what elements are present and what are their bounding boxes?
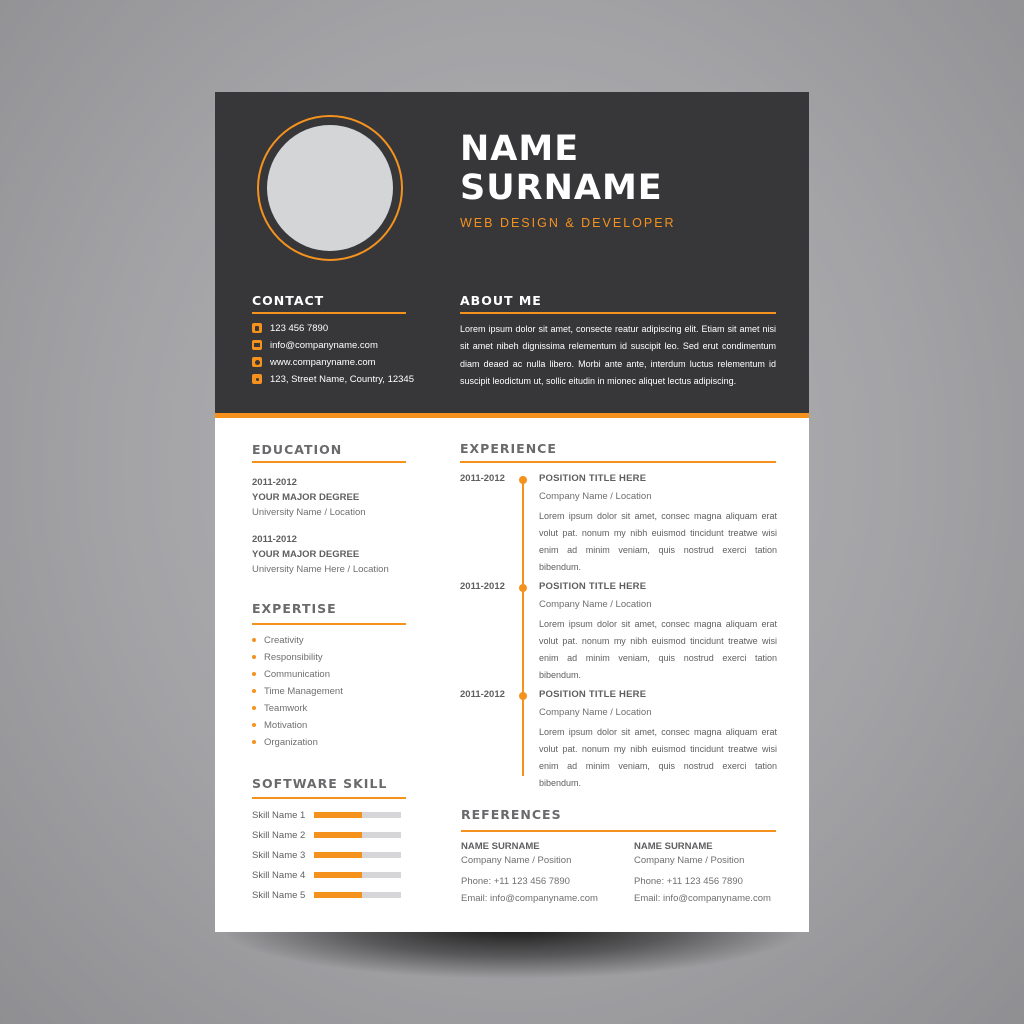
- reference-name: NAME SURNAME: [634, 841, 713, 852]
- timeline-dot: [519, 584, 527, 592]
- first-name: NAME: [460, 129, 580, 169]
- experience-title: EXPERIENCE: [460, 441, 557, 456]
- education-title: EDUCATION: [252, 442, 343, 457]
- job-years: 2011-2012: [460, 581, 505, 592]
- contact-email: info@companyname.com: [270, 339, 378, 351]
- job-description: Lorem ipsum dolor sit amet, consec magna aliquam erat volut pat. nonum my nibh euismod tincidunt treatwe wisi enim ad minim veniam, quis nostrud exerci tation bibendum.: [539, 727, 777, 788]
- skill-bar-fill: [314, 852, 362, 858]
- skill-bar-fill: [314, 812, 362, 818]
- reference-company: Company Name / Position: [634, 855, 745, 866]
- job-company: Company Name / Location: [539, 599, 652, 610]
- expertise-title: EXPERTISE: [252, 601, 337, 616]
- reference-item: [461, 841, 598, 904]
- education-item: [252, 534, 389, 575]
- resume-header: [215, 92, 809, 413]
- skill-name: Skill Name 2: [252, 829, 306, 841]
- skill-bar-fill: [314, 872, 362, 878]
- list-item: Communication: [252, 667, 330, 681]
- bullet-dot: [252, 672, 256, 676]
- education-university: University Name Here / Location: [252, 564, 389, 575]
- bullet-dot: [252, 689, 256, 693]
- education-years: 2011-2012: [252, 477, 297, 488]
- reference-phone: Phone: +11 123 456 7890: [634, 876, 743, 887]
- skill-bar: [314, 872, 401, 878]
- job-position: POSITION TITLE HERE: [539, 473, 647, 484]
- skill-name: Skill Name 5: [252, 889, 306, 901]
- contact-title: CONTACT: [252, 293, 325, 308]
- experience-timeline: [522, 476, 524, 776]
- experience-divider: [460, 461, 776, 463]
- contact-item-address: [252, 372, 414, 386]
- skill-bar: [314, 832, 401, 838]
- job-description: Lorem ipsum dolor sit amet, consec magna aliquam erat volut pat. nonum my nibh euismod tincidunt treatwe wisi enim ad minim veniam, quis nostrud exerci tation bibendum.: [539, 619, 777, 680]
- education-divider: [252, 461, 406, 463]
- education-item: [252, 477, 366, 518]
- contact-item-email: [252, 338, 378, 352]
- skill-name: Skill Name 3: [252, 849, 306, 861]
- reference-item: [634, 841, 771, 904]
- full-name: [460, 130, 663, 208]
- phone-icon: [252, 323, 262, 333]
- job-position: POSITION TITLE HERE: [539, 689, 647, 700]
- list-item: Creativity: [252, 633, 304, 647]
- skill-bar: [314, 892, 401, 898]
- education-degree: YOUR MAJOR DEGREE: [252, 549, 360, 560]
- reference-name: NAME SURNAME: [461, 841, 540, 852]
- bullet-dot: [252, 740, 256, 744]
- job-position: POSITION TITLE HERE: [539, 581, 647, 592]
- skill-row: [252, 889, 401, 901]
- last-name: SURNAME: [460, 168, 663, 208]
- reference-email: Email: info@companyname.com: [461, 893, 598, 904]
- list-item: Organization: [252, 735, 318, 749]
- list-item: Time Management: [252, 684, 343, 698]
- resume-page: [215, 92, 809, 932]
- list-item: Teamwork: [252, 701, 307, 715]
- job-company: Company Name / Location: [539, 707, 652, 718]
- contact-divider: [252, 312, 406, 314]
- contact-item-phone: [252, 321, 328, 335]
- expertise-divider: [252, 623, 406, 625]
- contact-address: 123, Street Name, Country, 12345: [270, 373, 414, 385]
- about-title: ABOUT ME: [460, 293, 542, 308]
- reference-company: Company Name / Position: [461, 855, 572, 866]
- education-years: 2011-2012: [252, 534, 297, 545]
- profile-photo-placeholder: [267, 125, 393, 251]
- about-divider: [460, 312, 776, 314]
- skill-bar-fill: [314, 832, 362, 838]
- timeline-dot: [519, 692, 527, 700]
- bullet-dot: [252, 706, 256, 710]
- photo-frame: [257, 115, 403, 261]
- web-icon: [252, 357, 262, 367]
- skill-bar: [314, 812, 401, 818]
- contact-website: www.companyname.com: [270, 356, 376, 368]
- about-text: Lorem ipsum dolor sit amet, consecte reatur adipiscing elit. Etiam sit amet nisi sit amet nibeh dignissima relementum id suscipit leo. Sed erut condimentum diam deaed ac nulla libero. Morbi ante ante, interdum luctus relementum id suscipit leodictum ut, sollic eitudin in mionec aliquet lectus adipiscing.: [460, 324, 776, 386]
- email-icon: [252, 340, 262, 350]
- job-company: Company Name / Location: [539, 491, 652, 502]
- job-years: 2011-2012: [460, 689, 505, 700]
- software-skill-title: SOFTWARE SKILL: [252, 776, 388, 791]
- header-accent-line: [215, 413, 809, 418]
- skill-row: [252, 849, 401, 861]
- skill-name: Skill Name 4: [252, 869, 306, 881]
- software-skill-divider: [252, 797, 406, 799]
- skill-bar-fill: [314, 892, 362, 898]
- timeline-dot: [519, 476, 527, 484]
- bullet-dot: [252, 723, 256, 727]
- contact-item-web: [252, 355, 376, 369]
- list-item: Responsibility: [252, 650, 323, 664]
- reference-phone: Phone: +11 123 456 7890: [461, 876, 570, 887]
- contact-phone: 123 456 7890: [270, 322, 329, 334]
- bullet-dot: [252, 655, 256, 659]
- location-icon: [252, 374, 262, 384]
- job-years: 2011-2012: [460, 473, 505, 484]
- skill-row: [252, 809, 401, 821]
- references-divider: [461, 830, 776, 832]
- skill-bar: [314, 852, 401, 858]
- skill-row: [252, 829, 401, 841]
- list-item: Motivation: [252, 718, 307, 732]
- skill-name: Skill Name 1: [252, 809, 306, 821]
- bullet-dot: [252, 638, 256, 642]
- education-university: University Name / Location: [252, 507, 366, 518]
- education-degree: YOUR MAJOR DEGREE: [252, 492, 360, 503]
- references-title: REFERENCES: [461, 807, 562, 822]
- skill-row: [252, 869, 401, 881]
- job-role: WEB DESIGN & DEVELOPER: [460, 216, 676, 230]
- reference-email: Email: info@companyname.com: [634, 893, 771, 904]
- job-description: Lorem ipsum dolor sit amet, consec magna aliquam erat volut pat. nonum my nibh euismod tincidunt treatwe wisi enim ad minim veniam, quis nostrud exerci tation bibendum.: [539, 511, 777, 572]
